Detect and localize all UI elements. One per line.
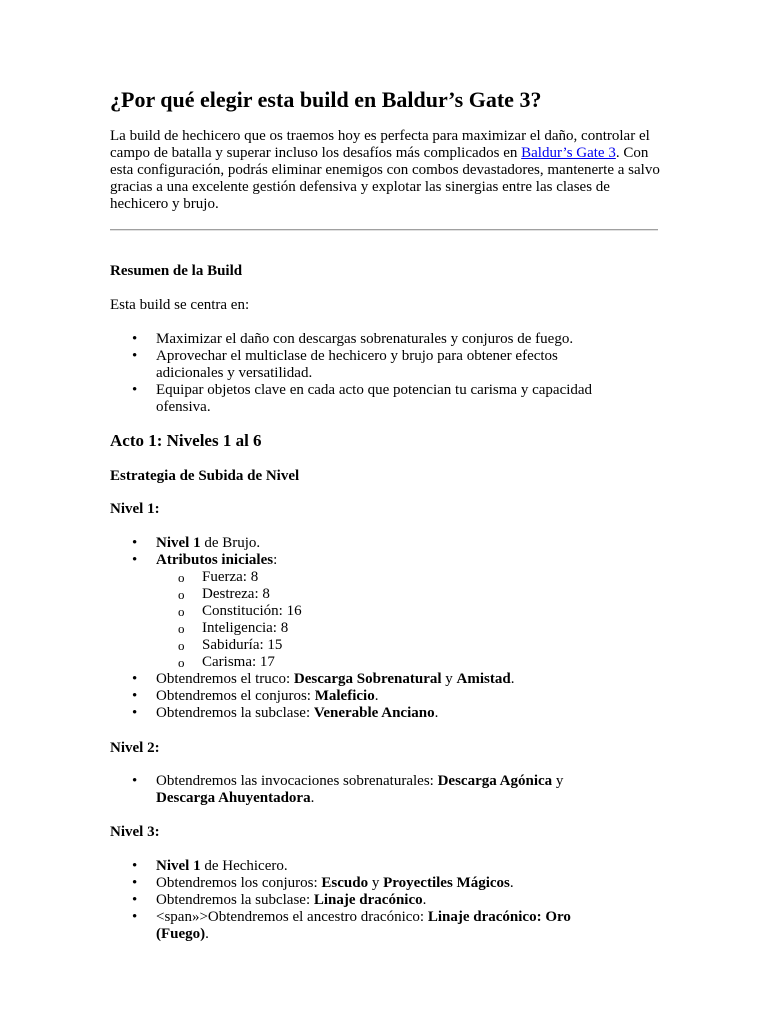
bullet-icon: • <box>132 382 138 398</box>
summary-list <box>110 331 620 416</box>
attribute-item: o Constitución: 16 <box>178 603 302 619</box>
list-item: • <span»>Obtendremos el ancestro dracónico: Linaje dracónico: Oro (Fuego). <box>132 909 571 942</box>
bullet-icon: • <box>132 552 138 568</box>
list-item: • Aprovechar el multiclase de hechicero y brujo para obtener efectos adicionales y versatilidad. <box>132 348 558 381</box>
level1-list <box>110 535 620 722</box>
bullet-icon: • <box>132 671 138 687</box>
sub-bullet-icon: o <box>178 570 185 585</box>
intro-paragraph <box>110 128 662 213</box>
sub-bullet-icon: o <box>178 621 185 636</box>
intro-text-before: La build de hechicero que os traemos hoy es perfecta para maximizar el daño, controlar el campo de batalla y superar incluso los desafíos más complicados en <box>110 128 650 161</box>
act1-heading: Acto 1: Niveles 1 al 6 <box>110 431 262 450</box>
attributes-list <box>156 569 620 671</box>
summary-heading: Resumen de la Build <box>110 263 243 279</box>
page-title: ¿Por qué elegir esta build en Baldur’s Gate 3? <box>110 87 542 112</box>
attribute-item: o Fuerza: 8 <box>178 569 259 585</box>
bullet-icon: • <box>132 773 138 789</box>
strategy-heading: Estrategia de Subida de Nivel <box>110 468 300 484</box>
attribute-item: o Inteligencia: 8 <box>178 620 289 636</box>
bullet-icon: • <box>132 688 138 704</box>
bullet-icon: • <box>132 875 138 891</box>
bullet-icon: • <box>132 892 138 908</box>
list-item: • Obtendremos la subclase: Linaje dracónico. <box>132 892 427 908</box>
bullet-icon: • <box>132 858 138 874</box>
list-item: • Obtendremos el conjuros: Maleficio. <box>132 688 379 704</box>
list-item: • Obtendremos las invocaciones sobrenaturales: Descarga Agónica y Descarga Ahuyentadora. <box>132 773 564 806</box>
section-divider <box>110 229 658 231</box>
summary-lead: Esta build se centra en: <box>110 297 250 313</box>
list-item: • Nivel 1 de Hechicero. <box>132 858 288 874</box>
attribute-item: o Sabiduría: 15 <box>178 637 283 653</box>
list-item: • Nivel 1 de Brujo. <box>132 535 261 551</box>
intro-text-after: . Con esta configuración, podrás eliminar enemigos con combos devastadores, mantenerte a salvo gracias a una excelente gestión defensiva y explotar las sinergias entre las clases de hechicero y brujo. <box>110 145 660 212</box>
sub-bullet-icon: o <box>178 604 185 619</box>
level1-heading: Nivel 1: <box>110 501 160 517</box>
bullet-icon: • <box>132 535 138 551</box>
list-item: • Obtendremos el truco: Descarga Sobrenatural y Amistad. <box>132 671 515 687</box>
baldurs-gate-3-link[interactable]: Baldur’s Gate 3 <box>521 145 616 161</box>
bullet-icon: • <box>132 331 138 347</box>
list-item: • Maximizar el daño con descargas sobrenaturales y conjuros de fuego. <box>132 331 574 347</box>
list-item: • Obtendremos la subclase: Venerable Anciano. <box>132 705 439 721</box>
list-item: • Equipar objetos clave en cada acto que potencian tu carisma y capacidad ofensiva. <box>132 382 593 415</box>
list-item: • Atributos iniciales: o Fuerza: 8 o Destreza: 8 o Constitución: 16 o Inteligencia: 8 o Sabiduría: 15 o Carisma: 17 <box>110 552 620 671</box>
sub-bullet-icon: o <box>178 638 185 653</box>
attribute-item: o Carisma: 17 <box>178 654 275 670</box>
list-item: • Obtendremos los conjuros: Escudo y Proyectiles Mágicos. <box>132 875 514 891</box>
bullet-icon: • <box>132 348 138 364</box>
sub-bullet-icon: o <box>178 587 185 602</box>
bullet-icon: • <box>132 705 138 721</box>
bullet-icon: • <box>132 909 138 925</box>
level2-list <box>110 773 620 807</box>
level2-heading: Nivel 2: <box>110 740 160 756</box>
level3-list <box>110 858 620 943</box>
sub-bullet-icon: o <box>178 655 185 670</box>
level3-heading: Nivel 3: <box>110 824 160 840</box>
attribute-item: o Destreza: 8 <box>178 586 270 602</box>
